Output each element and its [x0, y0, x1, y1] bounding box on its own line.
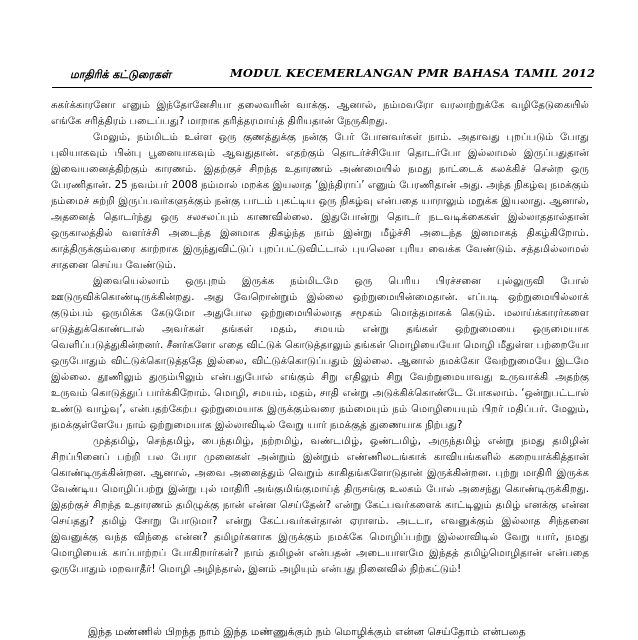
header-left-title: மாதிரிக் கட்டுரைகள்: [70, 68, 172, 81]
essay-body: [51, 98, 589, 578]
header-divider: [52, 87, 592, 88]
header-right-title: MODUL KECEMERLANGAN PMR BAHASA TAMIL 2012: [230, 66, 596, 80]
truncated-line-text: இந்த மண்ணில் பிறந்த நாம் இந்த மண்ணுக்கும் நம் மொழிக்கும் என்ன செய்தோம் என்பதை: [88, 626, 526, 638]
paragraph-1: சுகர்க்காரனோ எனும் இந்தோனேசியா தலைவரின் வாக்கு. ஆனால், நம்மவரோ வரலாற்றுக்கே வழிதேடுகையில் எங்கே சரித்திரம் படைப்பது? மாறாக தரித்தரமாய்த் திரியதான் நேருகிறது.: [51, 100, 589, 127]
paragraph-2: மேலும், நம்மிடம் உள்ள ஒரு குணத்துக்கு நன்கு பேர் போனவர்கள் நாம். அதாவது புறப்படும் போது புலியாகவும் பின்பு பூனையாகவும் ஆவதுதான். எதற்கும் தொடர்ச்சியோ தொடர்போ இல்லாமல் இருப்பதுதான் இவையனைத்திற்கும் காரணம். இதற்குச் சிறந்த உதாரணம் அண்மையில் நமது நாட்டைக் கலக்கிச் சென்ற ஒரு பேரணிதான். 25 நவம்பர் 2008 நம்மால் மறக்க இயலாத ‘இந்திராப்’ எனும் பேரணிதான் அது. அந்த நிகழ்வு நமக்கும் நம்மைச் சுற்றி இருப்பவர்களுக்கும் நன்கு பாடம் புகட்டிய ஒரு நிகழ்வு என்பதை யாராலும் மறுக்க இயலாது. ஆனால், அதனைத் தொடர்ந்து ஒரு சலசலப்பும் காணவில்லை. இதுபோன்று தொடர் நடவடிக்கைகள் இல்லாததால்தான் ஒருகாலத்தில் வளர்ச்சி அடைந்த இனமாக திகழ்ந்த நாம் இன்று மீழ்ச்சி அடைந்த இனமாகத் திகழ்கிறோம். காத்திருக்கும்வரை காற்றாக இருந்துவிட்டுப் புறப்பட்டுவிட்டால் புயலென புரிய வைக்க வேண்டும். சத்தமில்லாமல் சாதனை செய்ய வேண்டும்.: [51, 132, 589, 271]
page-header: [52, 66, 596, 86]
truncated-next-line: [88, 620, 558, 638]
paragraph-4: முத்தமிழ், செந்தமிழ், பைந்தமிழ், நற்றமிழ், வண்டமிழ், ஒண்டமிழ், அருந்தமிழ் என்று நமது தமிழின் சிறப்பினைப் பற்றி பல பேரா முனைகள் அன்றும் இன்றும் எண்ணிலடங்காக் காவியங்களில் கறையாக்கித்தான் கொண்டிருக்கின்றன. ஆனால், அவை அனைத்தும் வெறும் காகிதங்களோடுதான் இருக்கின்றன. புற்று மாதிரி இருக்க வேண்டிய மொழிப்பற்று இன்று புல் மாதிரி அங்குமிங்குமாய்த் திருசங்கு உலகம் போல் அசைந்து கொண்டிருக்கிறது. இதற்குச் சிறந்த உதாரணம் தமிழுக்கு நான் என்ன செய்தேன்? என்று கேட்பவர்களைக் காட்டிலும் தமிழ் எனக்கு என்ன செய்தது? தமிழ் சோறு போடுமா? என்று கேட்பவர்கள்தான் ஏராளம். அடடா, எவனுக்கும் இல்லாத சிந்தனை இவனுக்கு வந்த விந்தை என்ன? தமிழர்களாக இருக்கும் நமக்கே மொழிப்பற்று இல்லாவிடில் வேறு யார், நமது மொழியைக் காப்பாற்றப் போகிறார்கள்? நாம் தமிழன் என்பதன் அடையாளமே இந்தத் தமிழ்மொழிதான் என்பதை ஒருபோதும் மறவாதீர்! மொழி அழிந்தால், இனம் அழியும் என்பது நினைவில் நிற்கட்டும்!: [51, 436, 589, 575]
paragraph-3: இவையெல்லாம் ஒருபுறம் இருக்க நம்மிடமே ஒரு பெரிய பிரச்சனை புல்லுருவி போல் ஊடுருவிக்கொண்டிருக்கின்றது. அது வேறொன்றும் இல்லை ஒற்றுமையின்மைதான். எப்படி ஒற்றுமையில்லாக் குடும்பம் ஒருமிக்க கேடுமோ அதுபோல ஒற்றுமையில்லாத சமூகம் மொத்தமாகக் கெடும். மலாய்க்காரர்களை எடுத்துக்கொண்டால் அவர்கள் தங்கள் மதம், சமயம் என்று தங்கள் ஒற்றுமையை ஒருமையாக வெளிப்படுத்துகின்றனர். சீனர்களோ எதை விட்டுக் கொடுத்தாலும் தங்கள் மொழியையோ மொழி மீதுள்ள பற்றையோ ஒருபோதும் விட்டுக்கொடுத்ததே இல்லை, விட்டுக்கொடுப்பதும் இல்லை. ஆனால் நமக்கோ வேற்றுமையே இடமே இல்லை. தூணிலும் துரும்பிலும் என்பதுபோல் எங்கும் சிறு எதிலும் சிறு வேற்றுமையாவது உருவாக்கி அதற்கு உருவம் கொடுத்துப் பார்க்கிறோம். மொழி, சமயம், மதம், சாதி என்று அடுக்கிக்கொண்டே போகலாம். ‘ஒன்றுபட்டால் உண்டு வாழ்வு’, என்பதற்கேற்ப ஒற்றுமையாக இருக்கும்வரை நம்மையும் நம் மொழியையும் பிறர் மதிப்பர். மேலும், நமக்குள்ளேயே நாம் ஒற்றுமையாக இல்லாவிடில் வேறு யார் நமக்குத் துணையாக நிற்பது?: [51, 276, 589, 431]
